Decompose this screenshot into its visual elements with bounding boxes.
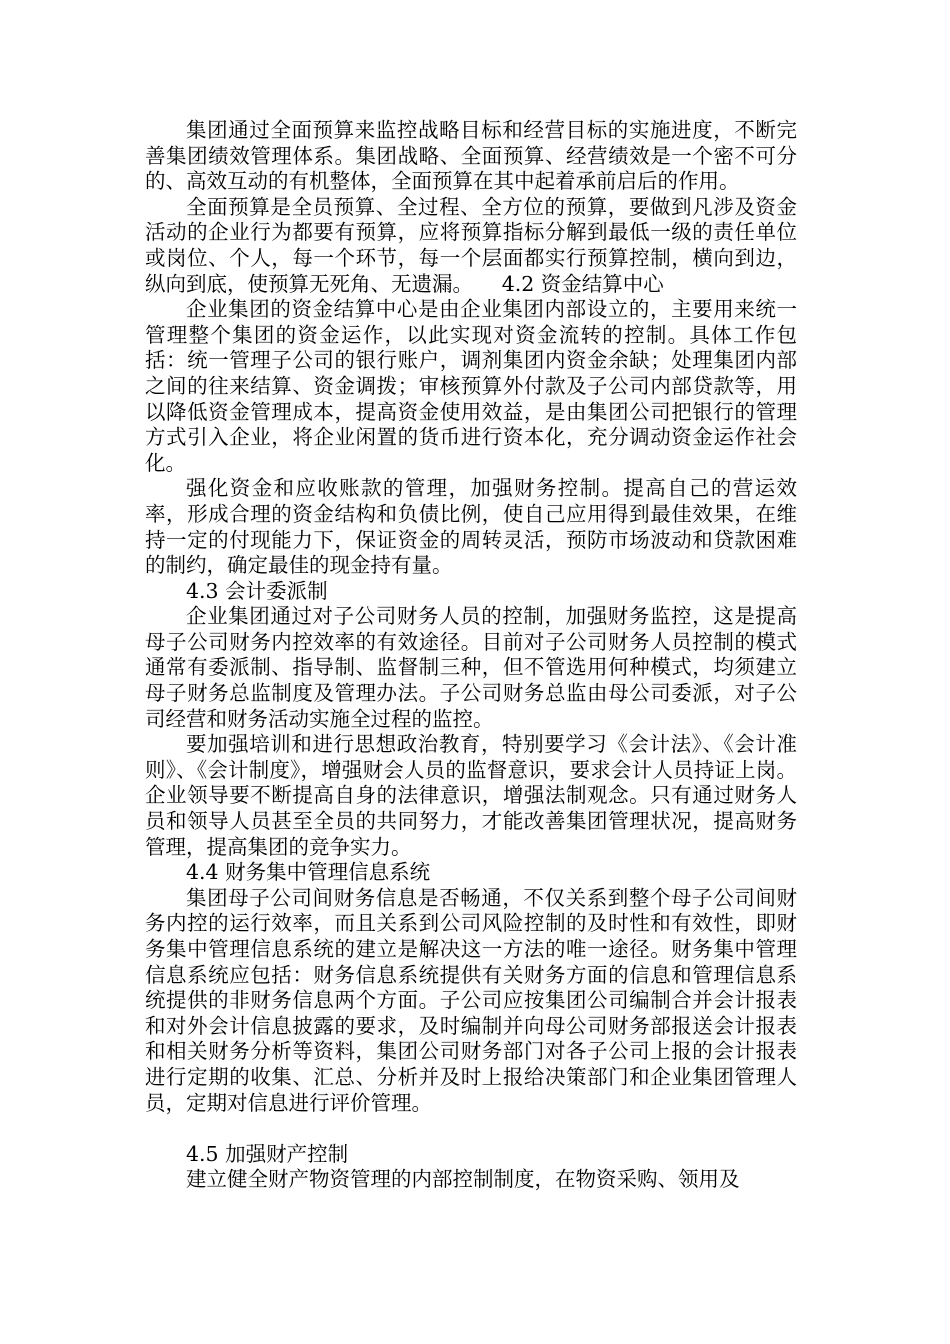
section-heading-4-3: 4.3 会计委派制 [186,578,328,603]
paragraph-information-system: 集团母子公司间财务信息是否畅通，不仅关系到整个母子公司间财务内控的运行效率，而且关系到公司风险控制的及时性和有效性，即财务集中管理信息系统的建立是解决这一方法的唯一途径。财务集中管理信息系统应包括：财务信息系统提供有关财务方面的信息和管理信息系统提供的非财务信息两个方面。子公司应按集团公司编制合并会计报表和对外会计信息披露的要求，及时编制并向母公司财务部报送会计报表和相关财务分析等资料，集团公司财务部门对各子公司上报的会计报表进行定期的收集、汇总、分析并及时上报给决策部门和企业集团管理人员，定期对信息进行评价管理。 [145,885,797,1115]
section-heading-4-4: 4.4 财务集中管理信息系统 [186,860,431,885]
paragraph-property-control: 建立健全财产物资管理的内部控制制度，在物资采购、领用及 [186,1167,740,1192]
paragraph-training: 要加强培训和进行思想政治教育，特别要学习《会计法》、《会计准则》、《会计制度》，增强财会人员的监督意识，要求会计人员持证上岗。企业领导要不断提高自身的法律意识，增强法制观念。只有通过财务人员和领导人员甚至全员的共同努力，才能改善集团管理状况，提高财务管理，提高集团的竞争实力。 [145,732,797,859]
section-heading-4-2: 4.2 资金结算中心 [501,271,664,296]
paragraph-fund-management: 强化资金和应收账款的管理，加强财务控制。提高自己的营运效率，形成合理的资金结构和负债比例，使自己应用得到最佳效果，在维持一定的付现能力下，保证资金的周转灵活，预防市场波动和贷款困难的制约，确定最佳的现金持有量。 [145,476,797,578]
paragraph-comprehensive-budget-text: 全面预算是全员预算、全过程、全方位的预算，要做到凡涉及资金活动的企业行为都要有预算，应将预算指标分解到最低一级的责任单位或岗位、个人，每一个环节，每一个层面都实行预算控制，横向到边，纵向到底，使预算无死角、无遗漏。 [145,194,797,296]
paragraph-accounting-appointment: 企业集团通过对子公司财务人员的控制，加强财务监控，这是提高母子公司财务内控效率的有效途径。目前对子公司财务人员控制的模式通常有委派制、指导制、监督制三种，但不管选用何种模式，均须建立母子财务总监制度及管理办法。子公司财务总监由母公司委派，对子公司经营和财务活动实施全过程的监控。 [145,604,797,731]
paragraph-budget-monitoring: 集团通过全面预算来监控战略目标和经营目标的实施进度，不断完善集团绩效管理体系。集团战略、全面预算、经营绩效是一个密不可分的、高效互动的有机整体，全面预算在其中起着承前启后的作用。 [145,118,797,194]
section-heading-4-5: 4.5 加强财产控制 [186,1141,349,1166]
paragraph-settlement-center: 企业集团的资金结算中心是由企业集团内部设立的，主要用来统一管理整个集团的资金运作，以此实现对资金流转的控制。具体工作包括：统一管理子公司的银行账户，调剂集团内资金余缺；处理集团内部之间的往来结算、资金调拨；审核预算外付款及子公司内部贷款等，用以降低资金管理成本，提高资金使用效益，是由集团公司把银行的管理方式引入企业，将企业闲置的货币进行资本化，充分调动资金运作社会化。 [145,297,797,475]
paragraph-comprehensive-budget [145,195,797,297]
paragraph-gap [145,1116,797,1142]
document-page [145,118,797,1193]
